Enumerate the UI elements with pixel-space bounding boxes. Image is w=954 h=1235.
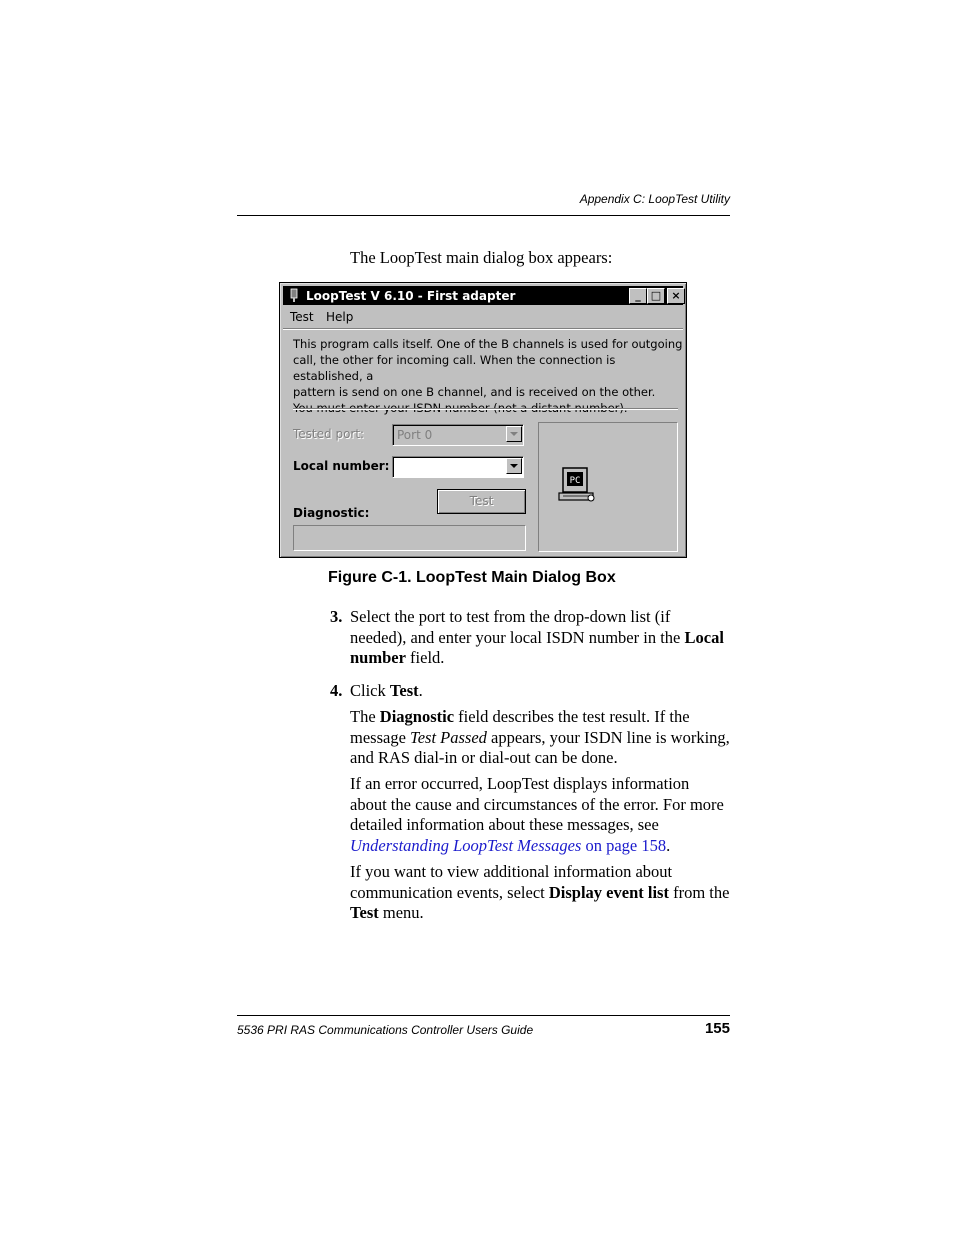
test-passed-term: Test Passed xyxy=(410,727,487,747)
local-number-select[interactable] xyxy=(392,456,524,478)
intro-text: The LoopTest main dialog box appears: xyxy=(350,248,613,267)
description-text: This program calls itself. One of the B channels is used for outgoing call, the other for incoming call. When the connection is established, a pattern is send on one B channel, and is received on the other. You must enter your ISDN number (not a distant number). xyxy=(293,337,683,415)
window-title: LoopTest V 6.10 - First adapter xyxy=(306,289,516,303)
tested-port-select[interactable] xyxy=(392,424,524,446)
figure-caption: Figure C-1. LoopTest Main Dialog Box xyxy=(328,569,616,586)
step-4-number: 4. xyxy=(330,681,343,700)
menu-help[interactable]: Help xyxy=(326,310,354,324)
looptest-dialog xyxy=(279,282,687,558)
section-separator xyxy=(293,408,678,410)
tested-port-value: Port 0 xyxy=(397,428,433,442)
title-bar[interactable] xyxy=(283,286,683,305)
diagnostic-field xyxy=(293,525,526,551)
step-4-text: Click Test. xyxy=(350,681,423,700)
display-event-list-term: Display event list xyxy=(548,882,669,902)
diagnostic-label: Diagnostic: xyxy=(293,506,370,520)
messages-link[interactable]: Understanding LoopTest Messages on page 158 xyxy=(350,835,667,855)
pc-icon-label: PC xyxy=(569,476,581,486)
close-button[interactable]: × xyxy=(667,288,685,304)
local-number-label: Local number: xyxy=(293,459,390,473)
tested-port-label: Tested port: xyxy=(293,427,365,441)
diagnostic-paragraph: The Diagnostic field describes the test result. If the message Test Passed appears, your ISDN line is working, and RAS dial-in or dial-out can be done. xyxy=(350,707,730,767)
page-number: 155 xyxy=(704,1020,730,1037)
footer-title: 5536 PRI RAS Communications Controller Users Guide xyxy=(237,1023,534,1037)
maximize-button[interactable]: □ xyxy=(647,288,665,304)
footer-rule xyxy=(237,1015,730,1016)
event-list-paragraph: If you want to view additional information about communication events, select Display event list from the Test menu. xyxy=(350,862,730,922)
diagnostic-term: Diagnostic xyxy=(379,707,455,726)
error-paragraph: If an error occurred, LoopTest displays information about the cause and circumstances of the error. For more detailed information about these messages, see Understanding LoopTest Messages on page 158. xyxy=(350,774,724,855)
pc-icon xyxy=(555,466,597,506)
step-3-text: Select the port to test from the drop-down list (if needed), and enter your local ISDN number in the Local number field. xyxy=(350,607,724,667)
minimize-button[interactable]: _ xyxy=(629,288,647,304)
header-rule xyxy=(237,215,730,216)
test-button[interactable]: Test xyxy=(437,489,526,514)
status-panel xyxy=(538,422,678,552)
local-number-dropdown-arrow-icon[interactable] xyxy=(506,458,522,474)
app-icon xyxy=(288,288,300,303)
tested-port-dropdown-arrow-icon[interactable] xyxy=(506,426,522,442)
menu-bar xyxy=(283,307,683,327)
menu-test[interactable]: Test xyxy=(290,310,314,324)
test-term: Test xyxy=(389,681,419,700)
local-number-term: Local number xyxy=(350,627,724,667)
running-header: Appendix C: LoopTest Utility xyxy=(579,192,730,206)
menu-separator xyxy=(283,328,683,330)
test-menu-term: Test xyxy=(350,903,379,922)
step-3-number: 3. xyxy=(330,607,343,626)
